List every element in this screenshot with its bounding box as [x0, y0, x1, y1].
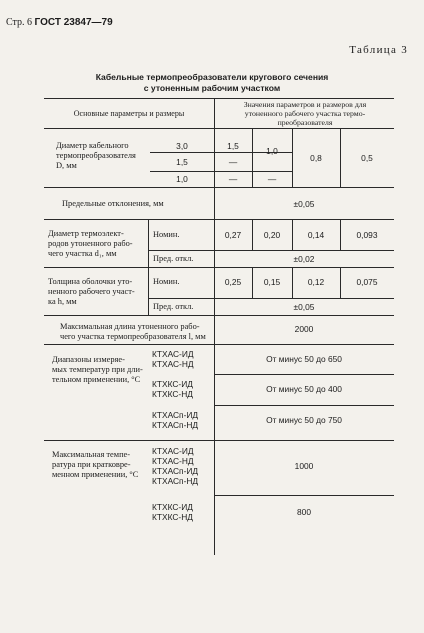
cell-value: ±0,05 — [293, 199, 315, 209]
cell-value: 3,0 — [176, 141, 188, 151]
cell-value: 0,5 — [361, 153, 373, 163]
table-title: Кабельные термопреобразователи кругового сечения с утоненным рабочим участком — [95, 72, 329, 93]
cell-value: ±0,02 — [293, 254, 315, 264]
cell-value: — — [228, 157, 238, 167]
cell-value: 1,0 — [266, 146, 278, 156]
row-label-max-length: Максимальная длина утоненного рабо- чего участка термопреобразователя l, мм — [60, 322, 206, 341]
type-list: КТХАС-ИД КТХАС-НД — [152, 349, 194, 369]
row-label-max-temp: Максимальная темпе- ратура при кратковре- менном применении, °С — [52, 450, 139, 479]
cell-value: 0,25 — [224, 277, 242, 287]
cell-value: 1,5 — [227, 141, 239, 151]
type-list: КТХКС-ИД КТХКС-НД — [152, 379, 193, 399]
cell-value: 0,14 — [307, 230, 325, 240]
type-list: КТХКС-ИД КТХКС-НД — [152, 502, 193, 522]
cell-value: От минус 50 до 650 — [266, 354, 342, 364]
cell-value: 0,093 — [356, 230, 378, 240]
cell-value: 1,5 — [176, 157, 188, 167]
cell-value: 800 — [297, 507, 311, 517]
row-label-diameter: Диаметр кабельного термопреобразователя D, мм — [56, 141, 136, 170]
deviation-label: Пред. откл. — [153, 302, 194, 311]
cell-value: 0,15 — [263, 277, 281, 287]
cell-value: 2000 — [294, 324, 314, 334]
row-label-deviation: Предельные отклонения, мм — [62, 199, 164, 208]
page-number: Стр. 6 — [6, 17, 33, 28]
cell-value: От минус 50 до 400 — [266, 384, 342, 394]
cell-value: 0,27 — [224, 230, 242, 240]
standard-code: ГОСТ 23847—79 — [34, 17, 113, 28]
cell-value: — — [267, 174, 277, 184]
deviation-label: Пред. откл. — [153, 254, 194, 263]
row-label-temp-ranges: Диапазоны измеряе- мых температур при дли- тельном применении, °С — [52, 355, 143, 384]
page-header — [6, 17, 113, 28]
cell-value: 0,12 — [307, 277, 325, 287]
cell-value: 0,075 — [356, 277, 378, 287]
type-list: КТХАС-ИД КТХАС-НД КТХАСп-ИД КТХАСп-НД — [152, 446, 199, 486]
nominal-label: Номин. — [153, 230, 180, 239]
type-list: КТХАСп-ИД КТХАСп-НД — [152, 410, 199, 430]
cell-value: От минус 50 до 750 — [266, 415, 342, 425]
cell-value: 0,8 — [310, 153, 322, 163]
cell-value: 0,20 — [263, 230, 281, 240]
col-header-values: Значения параметров и размеров для утоненного рабочего участка термо- преобразователя — [243, 100, 367, 127]
row-label-sheath: Толщина оболочки уто- ненного рабочего участ- ка h, мм — [48, 277, 135, 306]
cell-value: 1000 — [294, 461, 314, 471]
cell-value: ±0,05 — [293, 302, 315, 312]
col-header-params: Основные параметры и размеры — [73, 109, 185, 118]
table-label: Таблица 3 — [349, 44, 408, 56]
row-label-thermo-diameter: Диаметр термоэлект- родов утоненного рабо- чего участка d₁, мм — [48, 229, 133, 258]
cell-value: — — [228, 174, 238, 184]
cell-value: 1,0 — [176, 174, 188, 184]
nominal-label: Номин. — [153, 277, 180, 286]
